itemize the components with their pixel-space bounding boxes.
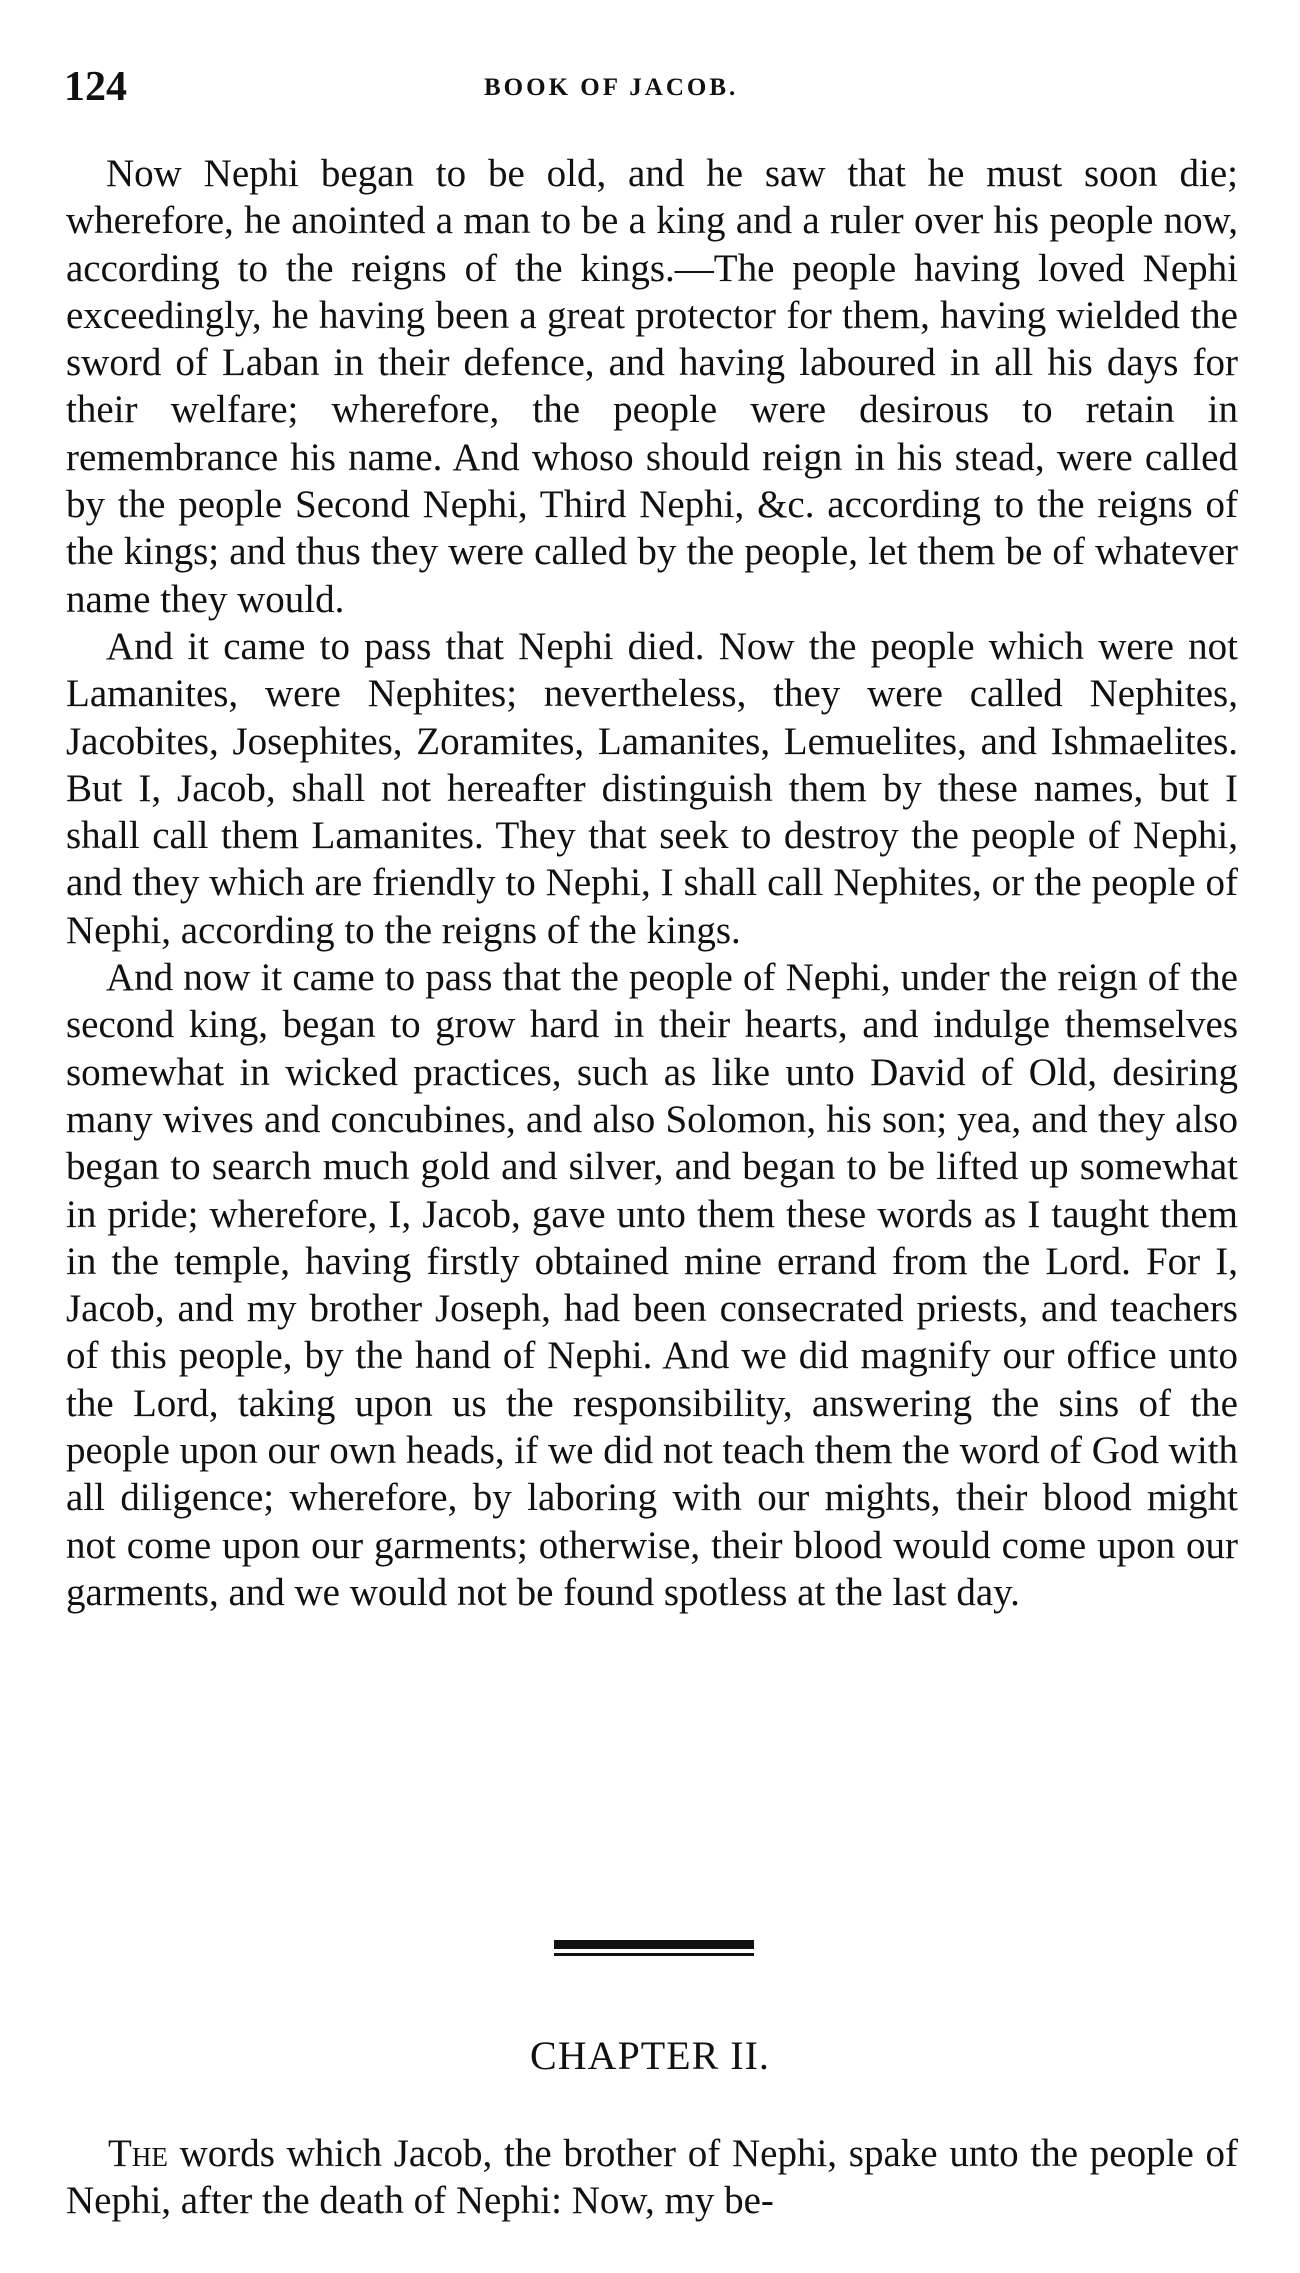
chapter-divider-rule — [554, 1940, 754, 1958]
divider-thin-line — [554, 1953, 754, 1956]
running-title: BOOK OF JACOB. — [484, 74, 739, 101]
paragraph-3: And now it came to pass that the people of Nephi, under the reign of the second king, began to grow hard in their hearts, and indulge themselves somewhat in wicked practices, such as like unto David of Old, desiring many wives and concubines, and also Solomon, his son; yea, and they also began to search much gold and silver, and began to be lifted up somewhat in pride; wherefore, I, Jacob, gave unto them these words as I taught them in the temple, having firstly obtained mine errand from the Lord. For I, Jacob, and my brother Joseph, had been consecrated priests, and teachers of this people, by the hand of Nephi. And we did magnify our office unto the Lord, taking upon us the responsibility, answering the sins of the people upon our own heads, if we did not teach them the word of God with all diligence; wherefore, by laboring with our mights, their blood might not come upon our garments; otherwise, their blood would come upon our garments, and we would not be found spotless at the last day. — [66, 956, 1238, 1614]
body-text — [66, 150, 1238, 1616]
paragraph-1: Now Nephi began to be old, and he saw that he must soon die; wherefore, he anointed a man to be a king and a ruler over his people now, according to the reigns of the kings.—The people having loved Nephi exceedingly, he having been a great protector for them, having wielded the sword of Laban in their defence, and having laboured in all his days for their welfare; wherefore, the people were desirous to retain in remembrance his name. And whoso should reign in his stead, were called by the people Second Nephi, Third Nephi, &c. according to the reigns of the kings; and thus they were called by the people, let them be of whatever name they would. — [66, 152, 1238, 621]
chapter-opening-word: The — [108, 2132, 168, 2175]
running-head — [64, 62, 1236, 112]
chapter-opening-rest: words which Jacob, the brother of Nephi, spake unto the people of Nephi, after the death of Nephi: Now, my be- — [66, 2132, 1238, 2223]
chapter-opening-paragraph — [66, 2130, 1238, 2225]
paragraph-2: And it came to pass that Nephi died. Now the people which were not Lamanites, were Nephites; nevertheless, they were called Nephites, Jacobites, Josephites, Zoramites, Lamanites, Lemuelites, and Ishmaelites. But I, Jacob, shall not hereafter distinguish them by these names, but I shall call them Lamanites. They that seek to destroy the people of Nephi, and they which are friendly to Nephi, I shall call Nephites, or the people of Nephi, according to the reigns of the kings. — [66, 624, 1238, 952]
page-number: 124 — [64, 64, 127, 110]
divider-thick-line — [554, 1940, 754, 1949]
chapter-heading: CHAPTER II. — [530, 2033, 770, 2078]
chapter-opening-text — [66, 2130, 1238, 2225]
